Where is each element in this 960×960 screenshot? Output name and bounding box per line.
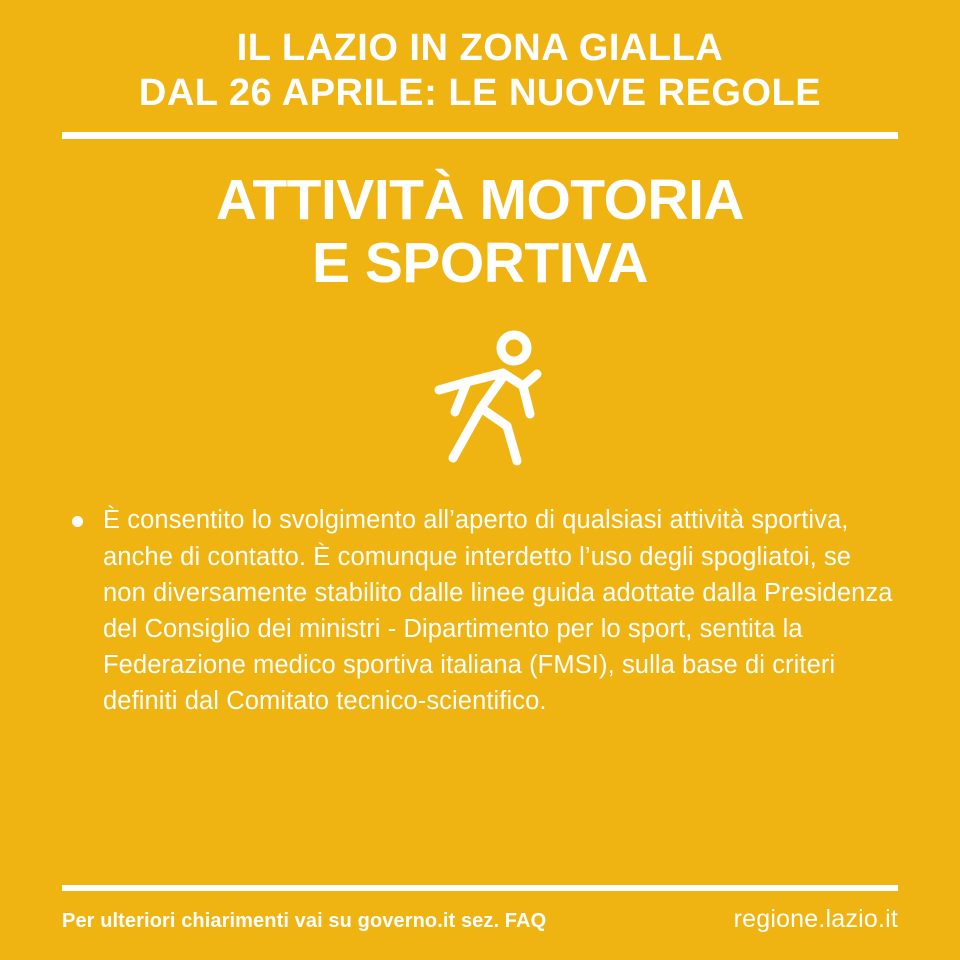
- list-item: [62, 502, 898, 719]
- header-line-1-normal: IL LAZIO IN: [236, 27, 460, 69]
- page-title: [0, 169, 960, 297]
- footer-note: Per ulteriori chiarimenti vai su governo.it sez. FAQ: [62, 910, 547, 932]
- footer-website: regione.lazio.it: [733, 905, 898, 933]
- page-title-line-2: E SPORTIVA: [312, 231, 648, 296]
- header-line-2: DAL 26 APRILE: LE NUOVE REGOLE: [138, 71, 822, 114]
- header: [0, 0, 960, 139]
- bullet-icon: [72, 516, 83, 527]
- header-line-1-emphasis: ZONA GIALLA: [459, 27, 724, 69]
- page-title-line-1: ATTIVITÀ MOTORIA: [215, 167, 745, 232]
- list-item-text: È consentito lo svolgimento all’aperto di qualsiasi attività sportiva, anche di contatto. È comunque interdetto l’uso degli spogliatoi, se non diversamente stabilito dalle linee guida adottate dalla Presidenza del Consiglio dei ministri - Dipartimento per lo sport, sentita la Federazione medico sportiva italiana (FMSI), sulla base di criteri definiti dal Comitato tecnico-scientifico.: [103, 506, 893, 716]
- running-person-icon: [395, 330, 565, 480]
- body-content: [0, 502, 960, 885]
- footer: [0, 891, 960, 960]
- divider-top: [62, 132, 898, 139]
- icon-container: [0, 330, 960, 480]
- header-line-1: [60, 26, 900, 71]
